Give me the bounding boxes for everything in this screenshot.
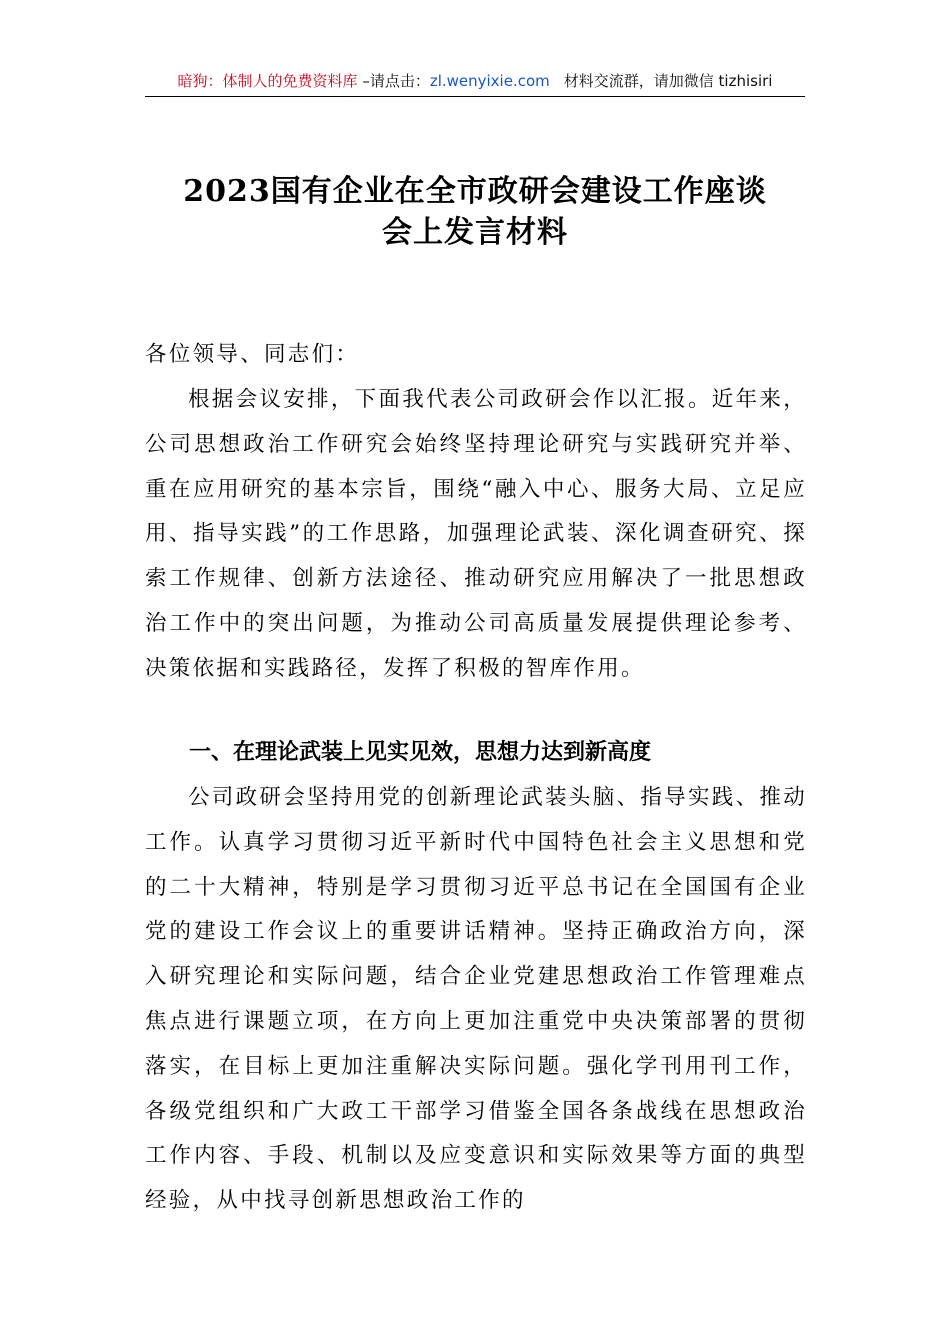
page-header xyxy=(145,68,805,97)
header-url-link[interactable]: zl.wenyixie.com xyxy=(429,72,550,90)
paragraph-2: 公司政研会坚持用党的创新理论武装头脑、指导实践、推动工作。认真学习贯彻习近平新时代中国特色社会主义思想和党的二十大精神，特别是学习贯彻习近平总书记在全国国有企业党的建设工作会议上的重要讲话精神。坚持正确政治方向，深入研究理论和实际问题，结合企业党建思想政治工作管理难点焦点进行课题立项，在方向上更加注重党中央决策部署的贯彻落实，在目标上更加注重解决实际问题。强化学刊用刊工作，各级党组织和广大政工干部学习借鉴全国各条战线在思想政治工作内容、手段、机制以及应变意识和实际效果等方面的典型经验，从中找寻创新思想政治工作的 xyxy=(145,785,807,1214)
document-title-line-1: 2023国有企业在全市政研会建设工作座谈 xyxy=(183,174,767,209)
document-title-line-2: 会上发言材料 xyxy=(382,215,568,250)
header-click-prefix: –请点击： xyxy=(357,72,430,90)
header-wechat-note: 材料交流群，请加微信 tizhisiri xyxy=(563,72,773,90)
paragraph-1: 根据会议安排，下面我代表公司政研会作以汇报。近年来，公司思想政治工作研究会始终坚持理论研究与实践研究并举、重在应用研究的基本宗旨，围绕“融入中心、服务大局、立足应用、指导实践”的工作思路，加强理论武装、深化调查研究、探索工作规律、创新方法途径、推动研究应用解决了一批思想政治工作中的突出问题，为推动公司高质量发展提供理论参考、决策依据和实践路径，发挥了积极的智库作用。 xyxy=(145,387,807,681)
greeting: 各位领导、同志们： xyxy=(145,342,360,367)
header-site-name: 暗狗：体制人的免费资料库 xyxy=(177,72,358,90)
section-heading-1: 一、在理论武装上见实见效，思想力达到新高度 xyxy=(189,740,652,765)
